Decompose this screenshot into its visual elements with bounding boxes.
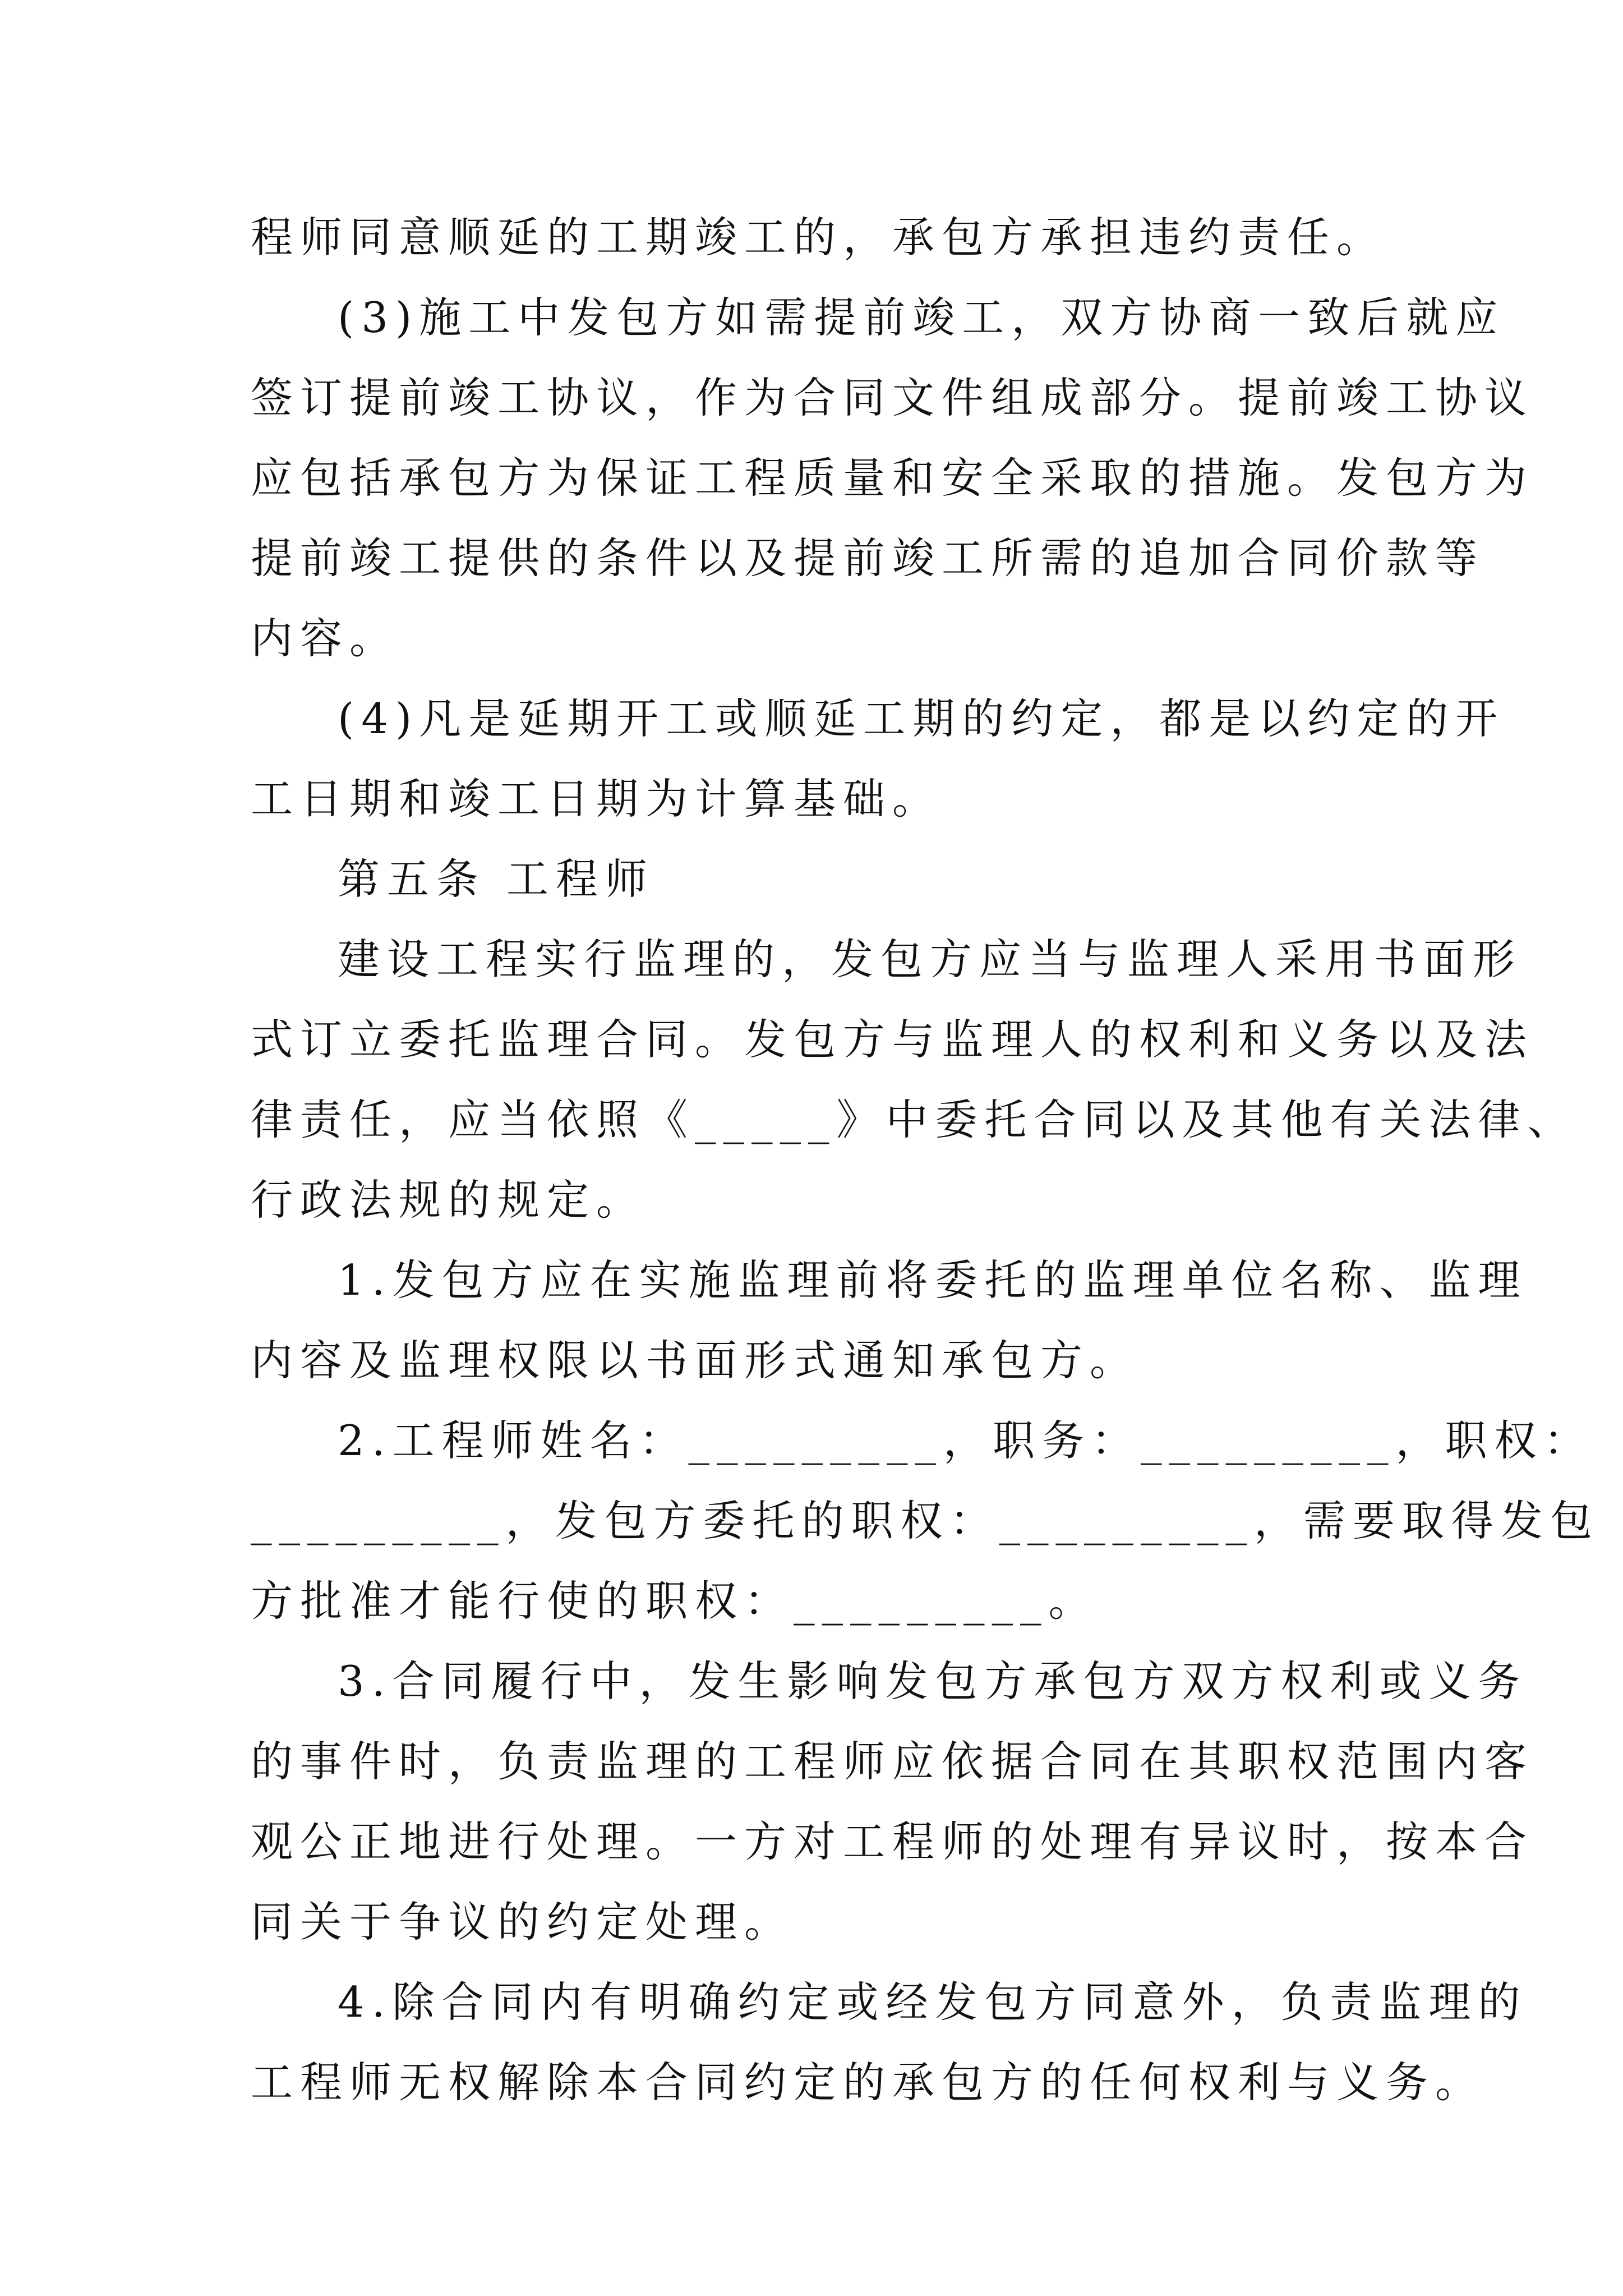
text-line: 3.合同履行中，发生影响发包方承包方双方权利或义务 [338, 1657, 1528, 1706]
text-line: 建设工程实行监理的，发包方应当与监理人采用书面形 [338, 935, 1523, 984]
text-line: 方批准才能行使的职权：_________。 [251, 1576, 1098, 1626]
text-line: (4)凡是延期开工或顺延工期的约定，都是以约定的开 [338, 694, 1505, 743]
text-line: 1.发包方应在实施监理前将委托的监理单位名称、监理 [338, 1255, 1528, 1305]
text-line: 内容。 [251, 614, 399, 663]
text-line: 内容及监理权限以书面形式通知承包方。 [251, 1336, 1140, 1385]
text-line: 同关于争议的约定处理。 [251, 1897, 794, 1947]
text-line: 的事件时，负责监理的工程师应依据合同在其职权范围内客 [251, 1737, 1534, 1786]
text-line: 2.工程师姓名：_________，职务：_________，职权： [338, 1416, 1593, 1465]
text-line: 签订提前竣工协议，作为合同文件组成部分。提前竣工协议 [251, 373, 1534, 422]
text-line: (3)施工中发包方如需提前竣工，双方协商一致后就应 [338, 293, 1505, 342]
text-line: 式订立委托监理合同。发包方与监理人的权利和义务以及法 [251, 1015, 1534, 1064]
document-body [251, 197, 1600, 2123]
text-line: _________，发包方委托的职权：_________，需要取得发包 [251, 1496, 1600, 1545]
text-line: 应包括承包方为保证工程质量和安全采取的措施。发包方为 [251, 453, 1534, 503]
text-line: 律责任，应当依照《_____》中委托合同以及其他有关法律、 [251, 1095, 1577, 1144]
text-line: 工程师无权解除本合同约定的承包方的任何权利与义务。 [251, 2058, 1485, 2107]
text-line: 程师同意顺延的工期竣工的，承包方承担违约责任。 [251, 213, 1386, 262]
text-line: 4.除合同内有明确约定或经发包方同意外，负责监理的 [338, 1977, 1528, 2027]
text-line: 行政法规的规定。 [251, 1175, 646, 1225]
section-heading: 第五条 工程师 [338, 854, 654, 904]
text-line: 提前竣工提供的条件以及提前竣工所需的追加合同价款等 [251, 533, 1485, 583]
text-line: 工日期和竣工日期为计算基础。 [251, 774, 942, 823]
text-line: 观公正地进行处理。一方对工程师的处理有异议时，按本合 [251, 1817, 1534, 1866]
